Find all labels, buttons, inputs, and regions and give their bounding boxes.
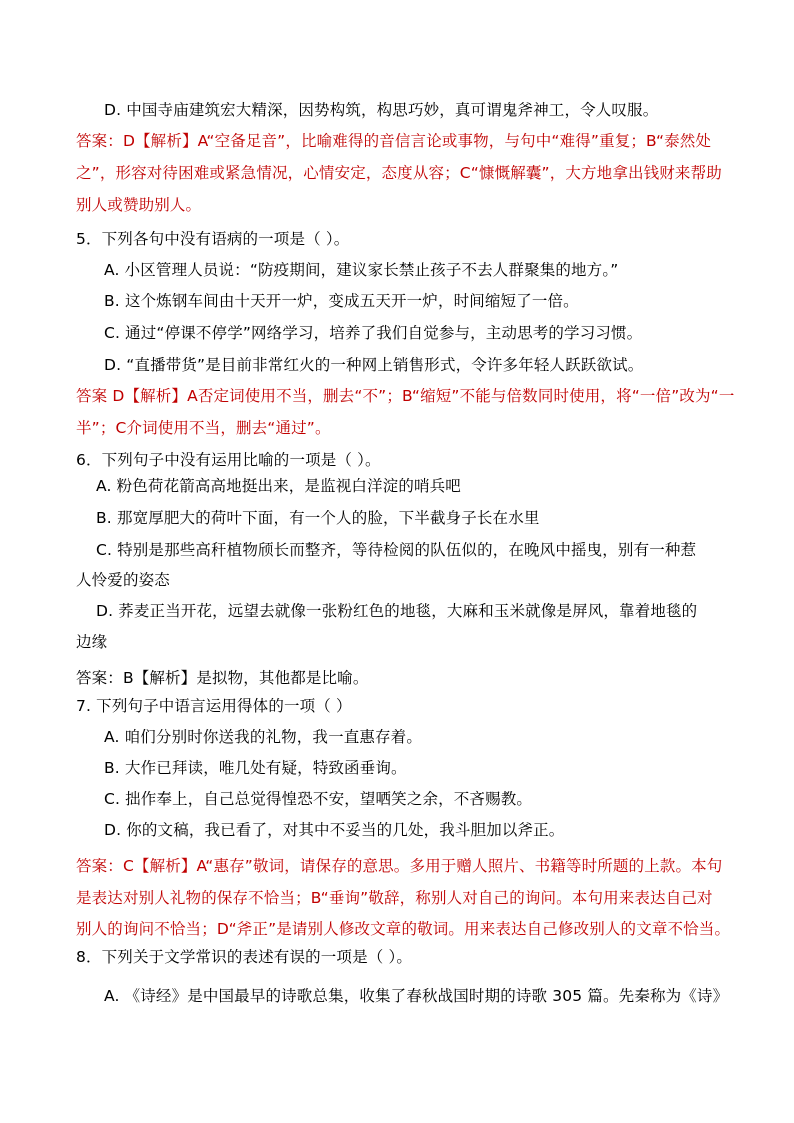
answer-line: 答案 D【解析】A否定词使用不当，删去“不”；B“缩短”不能与倍数同时使用，将“一倍”改为“一 <box>76 387 735 405</box>
question-line: 7. 下列句子中语言运用得体的一项（ ） <box>76 697 352 715</box>
answer-line: 半”；C介词使用不当，删去“通过”。 <box>76 419 331 437</box>
option-line: A. 小区管理人员说：“防疫期间，建议家长禁止孩子不去人群聚集的地方。” <box>104 261 619 279</box>
option-line: D. 你的文稿，我已看了，对其中不妥当的几处，我斗胆加以斧正。 <box>104 821 565 839</box>
answer-line: 别人的询问不恰当；D“斧正”是请别人修改文章的敬词。用来表达自己修改别人的文章不恰当。 <box>76 920 731 938</box>
question-line: 8．下列关于文学常识的表述有误的一项是（ ）。 <box>76 948 412 966</box>
option-line: 人怜爱的姿态 <box>76 571 170 589</box>
option-line: D. 中国寺庙建筑宏大精深，因势构筑，构思巧妙，真可谓鬼斧神工，令人叹服。 <box>104 101 659 119</box>
option-line: A. 粉色荷花箭高高地挺出来，是监视白洋淀的哨兵吧 <box>96 477 461 495</box>
answer-line: 是表达对别人礼物的保存不恰当；B“垂询”敬辞，称别人对自己的询问。本句用来表达自己对 <box>76 889 713 907</box>
question-line: 5．下列各句中没有语病的一项是（ ）。 <box>76 230 350 248</box>
option-line: B. 这个炼钢车间由十天开一炉，变成五天开一炉，时间缩短了一倍。 <box>104 292 579 310</box>
option-line: 边缘 <box>76 633 108 651</box>
option-line: C. 拙作奉上，自己总觉得惶恐不安，望哂笑之余，不吝赐教。 <box>104 790 533 808</box>
answer-line: 答案：B【解析】是拟物，其他都是比喻。 <box>76 669 369 687</box>
option-line: C. 特别是那些高秆植物颀长而整齐，等待检阅的队伍似的，在晚风中摇曳，别有一种惹 <box>96 541 697 559</box>
option-line: D. 荞麦正当开花，远望去就像一张粉红色的地毯，大麻和玉米就像是屏风，靠着地毯的 <box>96 602 698 620</box>
answer-line: 答案：C【解析】A“惠存”敬词，请保存的意思。多用于赠人照片、书籍等时所题的上款。本句 <box>76 857 723 875</box>
question-line: 6．下列句子中没有运用比喻的一项是（ ）。 <box>76 451 381 469</box>
option-line: C. 通过“停课不停学”网络学习，培养了我们自觉参与，主动思考的学习习惯。 <box>104 324 643 342</box>
option-line: A. 咱们分别时你送我的礼物，我一直惠存着。 <box>104 728 422 746</box>
option-line: B. 那宽厚肥大的荷叶下面，有一个人的脸，下半截身子长在水里 <box>96 509 540 527</box>
option-line: B. 大作已拜读，唯几处有疑，特致函垂询。 <box>104 759 407 777</box>
option-line: D. “直播带货”是目前非常红火的一种网上销售形式，令许多年轻人跃跃欲试。 <box>104 356 644 374</box>
option-line: A. 《诗经》是中国最早的诗歌总集，收集了春秋战国时期的诗歌 305 篇。先秦称为《诗》 <box>104 987 729 1005</box>
answer-line: 别人或赞助别人。 <box>76 196 202 214</box>
answer-line: 之”，形容对待困难或紧急情况，心情安定，态度从容；C“慷慨解囊”，大方地拿出钱财来帮助 <box>76 164 722 182</box>
answer-line: 答案：D【解析】A“空备足音”，比喻难得的音信言论或事物，与句中“难得”重复；B“泰然处 <box>76 132 712 150</box>
